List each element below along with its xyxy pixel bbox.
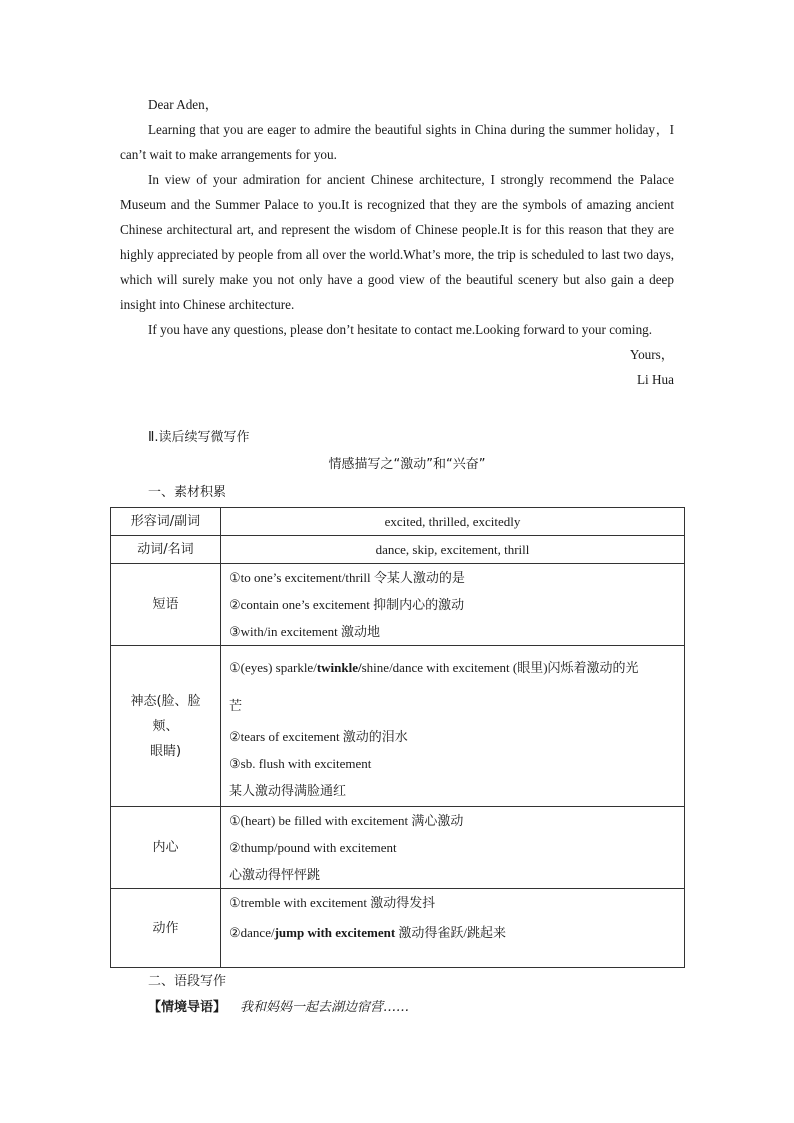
part2-heading: 二、语段写作: [148, 974, 227, 989]
row-label: 动作: [111, 889, 221, 968]
table-row: [111, 564, 685, 646]
row-label: 短语: [111, 564, 221, 646]
bold-fragment: jump with excitement: [274, 925, 396, 940]
row-label: 动词/名词: [111, 536, 221, 564]
guide-tag: 【情境导语】: [148, 1000, 227, 1015]
text-fragment: ①(eyes) sparkle/: [229, 660, 317, 675]
bold-fragment: twinkle/: [316, 660, 362, 675]
letter-greeting: Dear Aden，: [148, 97, 218, 112]
row-label-line: 神态(脸、脸颊、: [130, 693, 201, 734]
row-value: [221, 889, 685, 968]
list-item: ②contain one’s excitement 抑制内心的激动: [229, 597, 465, 612]
list-item: 某人激动得满脸通红: [229, 783, 347, 798]
list-item: ②thump/pound with excitement: [229, 840, 397, 855]
table-row: [111, 646, 685, 807]
list-item: ①tremble with excitement 激动得发抖: [229, 895, 436, 910]
letter-paragraph-3: If you have any questions, please don’t hesitate to contact me.Looking forward to your coming.: [148, 322, 653, 337]
list-item: [229, 916, 676, 950]
text-fragment: ②dance/: [229, 925, 275, 940]
table-row: [111, 536, 685, 564]
section-subtitle: 情感描写之“激动”和“兴奋”: [328, 457, 486, 472]
list-item: ③sb. flush with excitement: [229, 756, 372, 771]
table-row: [111, 807, 685, 889]
vocabulary-table: [110, 507, 685, 968]
list-item-continued: 芒: [229, 698, 243, 713]
list-item: ③with/in excitement 激动地: [229, 624, 381, 639]
list-item: ①to one’s excitement/thrill 令某人激动的是: [229, 570, 465, 585]
list-item: ①(heart) be filled with excitement 满心激动: [229, 813, 464, 828]
letter: [120, 92, 674, 392]
row-value: dance, skip, excitement, thrill: [221, 536, 685, 564]
row-label: 形容词/副词: [111, 508, 221, 536]
table-row: [111, 889, 685, 968]
row-value: [221, 564, 685, 646]
letter-paragraph-1: Learning that you are eager to admire the beautiful sights in China during the summer holiday，I can’t wait to make arrangements for you.: [120, 122, 674, 162]
row-value: [221, 807, 685, 889]
table-row: [111, 508, 685, 536]
row-label: [111, 646, 221, 807]
list-item: [229, 646, 676, 689]
text-fragment: shine/dance with excitement (眼里)闪烁着激动的光: [361, 660, 639, 675]
letter-paragraph-2: In view of your admiration for ancient Chinese architecture, I strongly recommend the Palace Museum and the Summer Palace to you.It is recognized that they are the symbols of amazing ancient Chinese architectural art, and represent the wisdom of Chinese people.It is for this reason that they are highly appreciated by people from all over the world.What’s more, the trip is scheduled to last two days, which will surely make you not only have a good view of the beautiful scenery but also gain a deep insight into Chinese architecture.: [120, 172, 674, 312]
section-heading: Ⅱ.读后续写微写作: [148, 430, 250, 445]
list-item: ②tears of excitement 激动的泪水: [229, 729, 408, 744]
list-item: 心激动得怦怦跳: [229, 867, 321, 882]
letter-closing: Yours，: [629, 347, 674, 362]
row-label: 内心: [111, 807, 221, 889]
guide-text: 我和妈妈一起去湖边宿营……: [240, 1000, 410, 1015]
letter-signature: Li Hua: [637, 372, 674, 387]
text-fragment: 激动得雀跃/跳起来: [395, 925, 507, 940]
row-label-line: 眼睛): [149, 743, 182, 759]
situation-guide: [148, 996, 409, 1015]
row-value: [221, 646, 685, 807]
row-value: excited, thrilled, excitedly: [221, 508, 685, 536]
part1-heading: 一、素材积累: [148, 485, 227, 500]
